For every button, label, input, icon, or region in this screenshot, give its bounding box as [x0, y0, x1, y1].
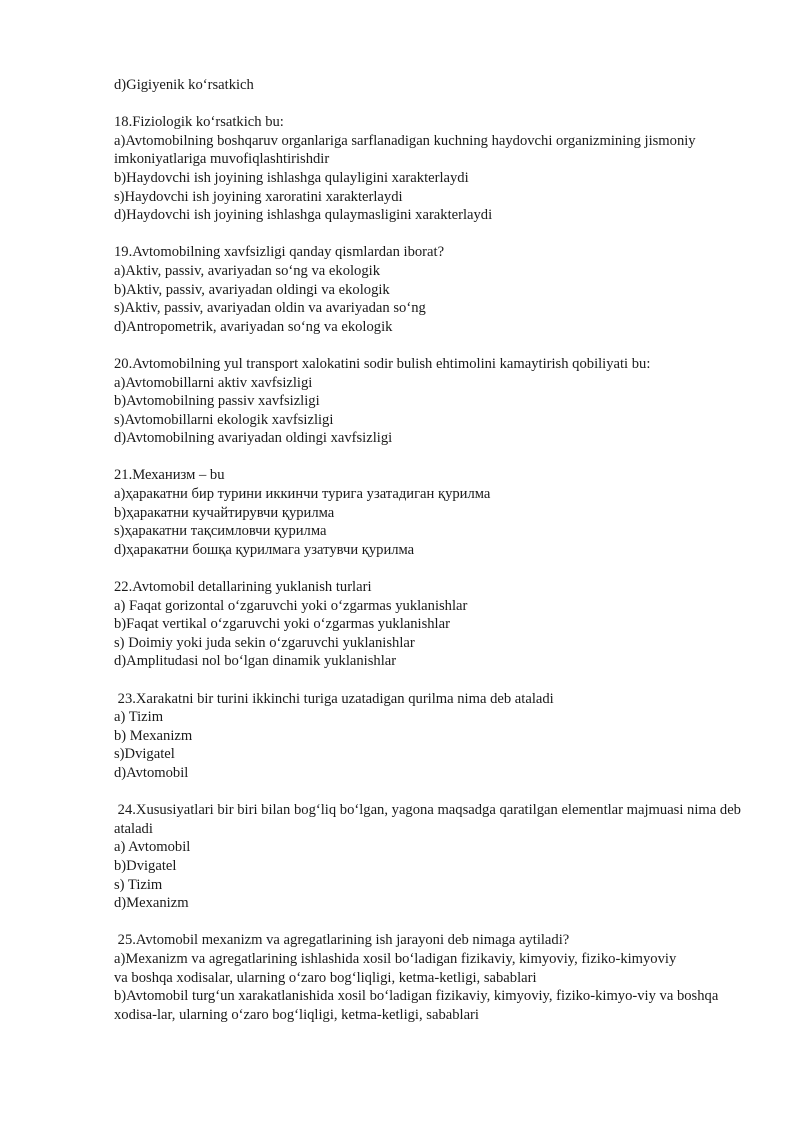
answer-option: a)Aktiv, passiv, avariyadan so‘ng va ekologik: [114, 262, 380, 279]
answer-option: a) Avtomobil: [114, 839, 191, 856]
answer-option: b)ҳаракатни кучайтирувчи қурилма: [114, 504, 335, 521]
document-page: [114, 76, 754, 1043]
answer-option: b)Avtomobil turg‘un xarakatlanishida xosil bo‘ladigan fizikaviy, kimyoviy, fiziko-kimyo-viy va boshqa xodisa-lar, ularning o‘zaro bog‘liqligi, ketma-ketligi, sabablari: [114, 988, 719, 1023]
answer-option: s)ҳаракатни тақсимловчи қурилма: [114, 523, 327, 540]
question-title: 18.Fiziologik ko‘rsatkich bu:: [114, 114, 284, 131]
answer-option: s)Aktiv, passiv, avariyadan oldin va avariyadan so‘ng: [114, 300, 426, 317]
answer-option: d)Avtomobil: [114, 764, 189, 781]
question-19: [114, 243, 754, 336]
question-title: 21.Механизм – bu: [114, 467, 225, 484]
answer-option: s)Dvigatel: [114, 746, 175, 763]
answer-option: s)Haydovchi ish joyining xaroratini xarakterlaydi: [114, 188, 403, 205]
answer-option: d)ҳаракатни бошқа қурилмага узатувчи қурилма: [114, 541, 415, 558]
question-23: [114, 690, 754, 783]
answer-option: a)Avtomobilning boshqaruv organlariga sarflanadigan kuchning haydovchi organizmining jismoniy imkoniyatlariga muvofiqlashtirishdir: [114, 132, 696, 168]
question-title: 25.Avtomobil mexanizm va agregatlarining ish jarayoni deb nimaga aytiladi?: [114, 932, 570, 949]
question-title: 19.Avtomobilning xavfsizligi qanday qismlardan iborat?: [114, 244, 445, 261]
answer-option: d)Amplitudasi nol bo‘lgan dinamik yuklanishlar: [114, 653, 397, 670]
answer-option: d)Antropometrik, avariyadan so‘ng va ekologik: [114, 318, 393, 335]
question-21: [114, 466, 754, 559]
question-title: 23.Xarakatni bir turini ikkinchi turiga uzatadigan qurilma nima deb ataladi: [114, 690, 554, 707]
answer-option: b)Faqat vertikal o‘zgaruvchi yoki o‘zgarmas yuklanishlar: [114, 616, 450, 633]
answer-option: b) Mexanizm: [114, 727, 193, 744]
answer-option: a) Faqat gorizontal o‘zgaruvchi yoki o‘zgarmas yuklanishlar: [114, 597, 468, 614]
question-22: [114, 578, 754, 671]
answer-option: s)Avtomobillarni ekologik xavfsizligi: [114, 411, 334, 428]
answer-option: a) Tizim: [114, 709, 164, 726]
answer-option: a)ҳаракатни бир турини иккинчи турига узатадиган қурилма: [114, 486, 491, 503]
question-24: [114, 801, 754, 913]
answer-option: b)Haydovchi ish joyining ishlashga qulayligini xarakterlaydi: [114, 169, 469, 186]
question-title: 22.Avtomobil detallarining yuklanish turlari: [114, 579, 372, 596]
answer-option: b)Avtomobilning passiv xavfsizligi: [114, 393, 320, 410]
lead-line: d)Gigiyenik ko‘rsatkich: [114, 77, 254, 93]
question-20: [114, 355, 754, 448]
question-25: [114, 931, 754, 1024]
answer-option: a)Avtomobillarni aktiv xavfsizligi: [114, 374, 313, 391]
question-18: [114, 113, 754, 225]
answer-option: d)Avtomobilning avariyadan oldingi xavfsizligi: [114, 430, 393, 447]
answer-option: b)Aktiv, passiv, avariyadan oldingi va ekologik: [114, 281, 390, 298]
answer-option: a)Mexanizm va agregatlarining ishlashida xosil bo‘ladigan fizikaviy, kimyoviy, fiziko-kimyoviy va boshqa xodisalar, ularning o‘zaro bog‘liqligi, ketma-ketligi, sabablari: [114, 950, 677, 986]
question-title: 20.Avtomobilning yul transport xalokatini sodir bulish ehtimolini kamaytirish qobiliyati bu:: [114, 355, 651, 372]
question-title: 24.Xususiyatlari bir biri bilan bog‘liq bo‘lgan, yagona maqsadga qaratilgan elementlar majmuasi nima deb ataladi: [114, 802, 745, 837]
answer-option: d)Mexanizm: [114, 895, 189, 912]
answer-option: s) Doimiy yoki juda sekin o‘zgaruvchi yuklanishlar: [114, 634, 415, 651]
answer-option: b)Dvigatel: [114, 857, 177, 874]
answer-option: s) Tizim: [114, 876, 163, 893]
answer-option: d)Haydovchi ish joyining ishlashga qulaymasligini xarakterlaydi: [114, 207, 493, 224]
